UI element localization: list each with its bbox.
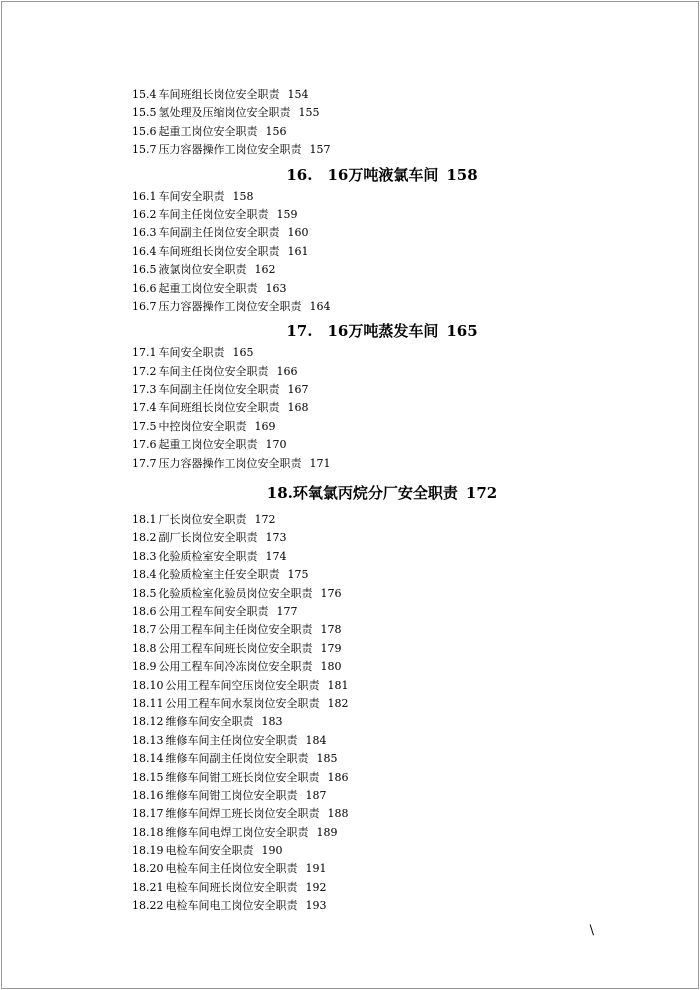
toc-entry[interactable] [132,787,632,805]
toc-entry-title: 维修车间钳工岗位安全职责 [165,788,298,802]
toc-entry-title: 车间班组长岗位安全职责 [158,244,280,258]
toc-entry[interactable] [132,298,632,316]
toc-entry-title: 公用工程车间冷冻岗位安全职责 [158,660,313,674]
toc-entry-page-number: 159 [276,207,298,221]
toc-entry[interactable] [132,418,632,436]
toc-entry-title: 液氯岗位安全职责 [158,263,247,277]
toc-entry-number: 18.6 [132,604,157,618]
toc-entry-title: 电检车间主任岗位安全职责 [165,862,298,876]
toc-entry-title: 电检车间安全职责 [165,844,254,858]
toc-entry[interactable] [132,436,632,454]
toc-entry-number: 18.1 [132,513,157,527]
toc-entry[interactable] [132,344,632,362]
toc-entry[interactable] [132,381,632,399]
toc-entry[interactable] [132,658,632,676]
toc-entry[interactable] [132,188,632,206]
toc-entry-page-number: 179 [320,641,342,655]
toc-entry-number: 18.13 [132,733,164,747]
toc-entry-number: 18.20 [132,862,164,876]
toc-entry[interactable] [132,879,632,897]
toc-entry[interactable] [132,455,632,473]
toc-entry[interactable] [132,585,632,603]
toc-entry-title: 化验质检室化验员岗位安全职责 [158,586,313,600]
toc-entry-page-number: 188 [327,807,349,821]
toc-entry-title: 压力容器操作工岗位安全职责 [158,299,302,313]
toc-entry-number: 16.3 [132,226,157,240]
section-heading[interactable] [132,473,632,511]
toc-entry[interactable] [132,224,632,242]
toc-entry[interactable] [132,805,632,823]
toc-entry-title: 压力容器操作工岗位安全职责 [158,143,302,157]
section-heading-page-number: 165 [446,322,478,341]
toc-entry-number: 18.17 [132,807,164,821]
table-of-contents [132,86,632,916]
toc-entry-page-number: 178 [320,623,342,637]
toc-entry-title: 氢处理及压缩岗位安全职责 [158,106,291,120]
toc-entry-page-number: 162 [254,263,276,277]
toc-entry-title: 维修车间主任岗位安全职责 [165,733,298,747]
toc-entry-page-number: 155 [298,106,320,120]
toc-entry[interactable] [132,104,632,122]
toc-entry-number: 15.7 [132,143,157,157]
toc-entry-title: 压力容器操作工岗位安全职责 [158,456,302,470]
toc-entry-number: 16.1 [132,189,157,203]
toc-entry-page-number: 164 [309,299,331,313]
toc-entry-number: 18.3 [132,549,157,563]
toc-entry-title: 维修车间钳工班长岗位安全职责 [165,770,320,784]
toc-entry-number: 16.5 [132,263,157,277]
section-heading-page-number: 158 [446,165,478,184]
toc-entry-title: 车间班组长岗位安全职责 [158,401,280,415]
toc-entry-number: 17.6 [132,438,157,452]
toc-entry-number: 18.9 [132,660,157,674]
toc-entry[interactable] [132,713,632,731]
toc-entry-number: 18.11 [132,696,164,710]
toc-entry[interactable] [132,511,632,529]
toc-entry-page-number: 192 [305,880,327,894]
toc-entry-page-number: 186 [327,770,349,784]
toc-entry[interactable] [132,280,632,298]
toc-entry-number: 15.6 [132,124,157,138]
toc-entry[interactable] [132,548,632,566]
toc-entry-title: 公用工程车间班长岗位安全职责 [158,641,313,655]
toc-entry[interactable] [132,243,632,261]
toc-entry-page-number: 157 [309,143,331,157]
toc-entry-number: 17.2 [132,364,157,378]
toc-entry-page-number: 169 [254,419,276,433]
toc-entry[interactable] [132,141,632,159]
toc-entry-number: 18.19 [132,844,164,858]
toc-entry-title: 副厂长岗位安全职责 [158,531,258,545]
toc-entry-page-number: 193 [305,899,327,913]
toc-entry-page-number: 168 [287,401,309,415]
toc-entry-title: 公用工程车间安全职责 [158,604,269,618]
section-heading-title: 17. 16万吨蒸发车间 [286,322,439,341]
toc-entry-number: 16.4 [132,244,157,258]
toc-entry-page-number: 166 [276,364,298,378]
toc-entry-number: 15.5 [132,106,157,120]
toc-entry-title: 车间班组长岗位安全职责 [158,88,280,101]
toc-entry-page-number: 184 [305,733,327,747]
toc-entry-title: 车间安全职责 [158,346,225,360]
toc-entry-title: 公用工程车间主任岗位安全职责 [158,623,313,637]
toc-entry-page-number: 171 [309,456,331,470]
toc-entry-page-number: 191 [305,862,327,876]
toc-entry-number: 17.5 [132,419,157,433]
toc-entry-title: 维修车间焊工班长岗位安全职责 [165,807,320,821]
toc-entry-number: 16.6 [132,281,157,295]
toc-entry-title: 维修车间安全职责 [165,715,254,729]
toc-entry-title: 车间副主任岗位安全职责 [158,226,280,240]
toc-entry-title: 维修车间副主任岗位安全职责 [165,752,309,766]
toc-entry-page-number: 189 [316,825,338,839]
toc-entry[interactable] [132,677,632,695]
toc-entry-page-number: 182 [327,696,349,710]
toc-entry[interactable] [132,206,632,224]
toc-entry-title: 车间安全职责 [158,189,225,203]
toc-entry-number: 17.3 [132,383,157,397]
toc-entry[interactable] [132,842,632,860]
toc-entry[interactable] [132,529,632,547]
page-footer-mark: \ [589,923,594,938]
toc-entry-title: 公用工程车间水泵岗位安全职责 [165,696,320,710]
toc-entry-number: 16.2 [132,207,157,221]
toc-entry-number: 15.4 [132,88,157,101]
toc-entry-number: 18.4 [132,568,157,582]
toc-entry[interactable] [132,123,632,141]
section-heading[interactable] [132,160,632,188]
toc-entry-page-number: 183 [261,715,283,729]
toc-entry[interactable] [132,399,632,417]
toc-entry-page-number: 161 [287,244,309,258]
toc-entry-page-number: 160 [287,226,309,240]
toc-entry-title: 化验质检室主任安全职责 [158,568,280,582]
toc-entry[interactable] [132,750,632,768]
toc-entry-number: 18.14 [132,752,164,766]
toc-entry-page-number: 176 [320,586,342,600]
toc-entry-title: 化验质检室安全职责 [158,549,258,563]
toc-entry-title: 起重工岗位安全职责 [158,438,258,452]
toc-entry-title: 起重工岗位安全职责 [158,281,258,295]
toc-entry[interactable] [132,695,632,713]
toc-entry[interactable] [132,566,632,584]
toc-entry-page-number: 180 [320,660,342,674]
toc-entry-title: 车间主任岗位安全职责 [158,207,269,221]
toc-entry[interactable] [132,86,632,104]
toc-entry-page-number: 177 [276,604,298,618]
toc-entry[interactable] [132,621,632,639]
toc-entry[interactable] [132,897,632,915]
toc-entry-title: 中控岗位安全职责 [158,419,247,433]
toc-entry-page-number: 187 [305,788,327,802]
toc-entry-page-number: 185 [316,752,338,766]
toc-entry-page-number: 174 [265,549,287,563]
section-heading-title: 16. 16万吨液氯车间 [286,165,439,184]
toc-entry-number: 18.7 [132,623,157,637]
toc-entry-number: 17.4 [132,401,157,415]
toc-entry-page-number: 170 [265,438,287,452]
toc-entry-number: 18.8 [132,641,157,655]
toc-entry-title: 维修车间电焊工岗位安全职责 [165,825,309,839]
toc-entry-page-number: 154 [287,88,309,101]
toc-entry-page-number: 163 [265,281,287,295]
toc-entry-page-number: 175 [287,568,309,582]
toc-entry-number: 18.18 [132,825,164,839]
toc-entry-title: 车间副主任岗位安全职责 [158,383,280,397]
toc-entry-title: 电检车间班长岗位安全职责 [165,880,298,894]
toc-entry-page-number: 181 [327,678,349,692]
toc-entry-number: 18.10 [132,678,164,692]
toc-entry-number: 18.2 [132,531,157,545]
toc-entry[interactable] [132,732,632,750]
toc-entry-title: 厂长岗位安全职责 [158,513,247,527]
toc-entry-page-number: 156 [265,124,287,138]
toc-entry[interactable] [132,261,632,279]
toc-entry-number: 18.12 [132,715,164,729]
toc-entry[interactable] [132,824,632,842]
toc-entry[interactable] [132,640,632,658]
toc-entry-number: 17.1 [132,346,157,360]
toc-entry-number: 18.5 [132,586,157,600]
toc-entry-title: 公用工程车间空压岗位安全职责 [165,678,320,692]
toc-entry-page-number: 173 [265,531,287,545]
toc-entry-number: 18.22 [132,899,164,913]
section-heading-title: 18.环氧氯丙烷分厂安全职责 [266,484,458,503]
toc-entry-number: 18.16 [132,788,164,802]
toc-entry-page-number: 172 [254,513,276,527]
toc-entry[interactable] [132,603,632,621]
toc-entry-title: 车间主任岗位安全职责 [158,364,269,378]
toc-entry-number: 17.7 [132,456,157,470]
toc-entry-page-number: 190 [261,844,283,858]
toc-entry-page-number: 158 [232,189,254,203]
toc-entry-title: 起重工岗位安全职责 [158,124,258,138]
section-heading-page-number: 172 [465,484,498,503]
toc-entry[interactable] [132,860,632,878]
toc-entry-page-number: 167 [287,383,309,397]
document-page [1,1,699,989]
toc-entry[interactable] [132,363,632,381]
toc-entry-number: 18.21 [132,880,164,894]
toc-entry-title: 电检车间电工岗位安全职责 [165,899,298,913]
toc-entry-number: 16.7 [132,299,157,313]
toc-entry-number: 18.15 [132,770,164,784]
toc-entry[interactable] [132,769,632,787]
toc-entry-page-number: 165 [232,346,254,360]
section-heading[interactable] [132,316,632,344]
